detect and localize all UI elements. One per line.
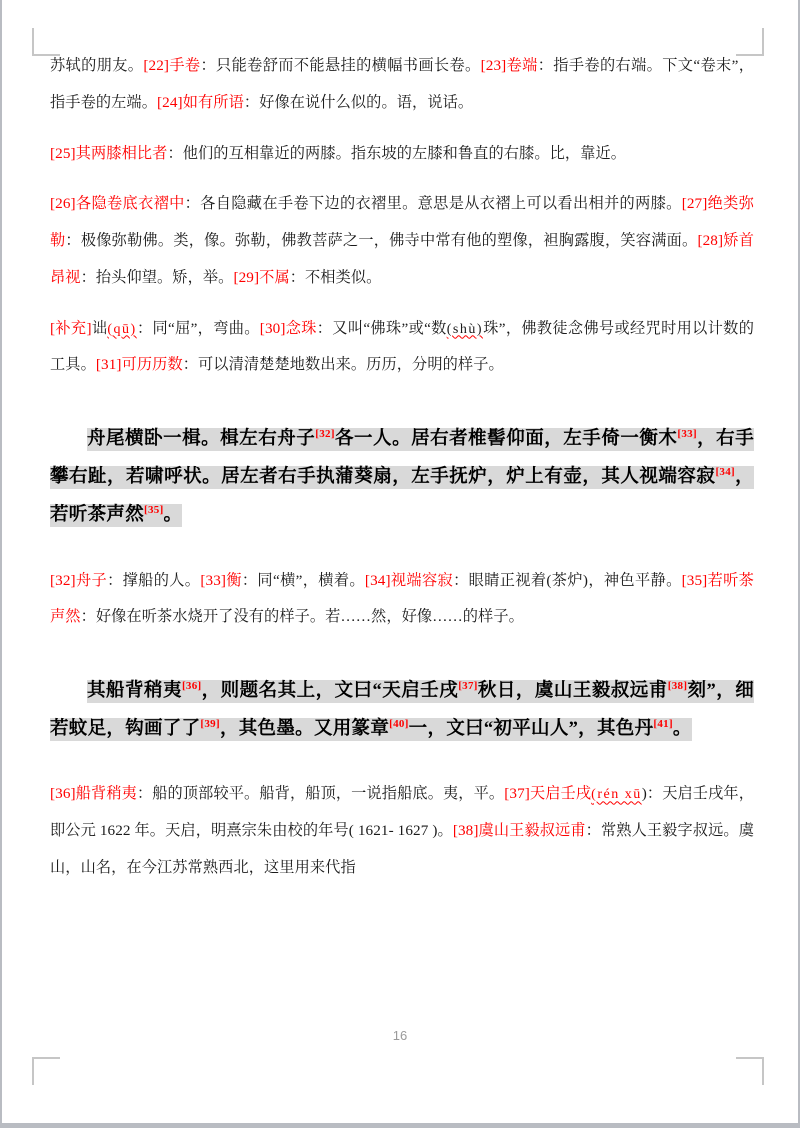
footnote-marker-37[interactable]: [37] (458, 679, 478, 692)
footnote-marker-39[interactable]: [39] (200, 718, 220, 731)
note-term-30: [30]念珠 (259, 319, 317, 337)
classical-passage-1 (50, 420, 754, 534)
note-text: ：他们的互相靠近的两膝。指东坡的左膝和鲁直的右膝。比，靠近。 (167, 144, 627, 162)
note-term-38: [38]虞山王毅叔远甫 (452, 822, 586, 840)
note-term-33: [33]衡 (200, 571, 242, 589)
annotation-paragraph-2 (50, 136, 754, 173)
footnote-marker-32[interactable]: [32] (315, 428, 335, 441)
annotation-paragraph-5 (50, 563, 754, 637)
note-text: ：可以清清楚楚地数出来。历历，分明的样子。 (182, 356, 504, 374)
passage-text: 其船背稍夷 (87, 681, 182, 702)
note-term-28: [28]矫首昂视 (50, 232, 754, 286)
passage-text: 秋日，虞山王毅叔远甫 (477, 681, 668, 702)
note-text: 珠”，佛教徒念佛号或经咒时用以计数的工具。 (50, 319, 754, 374)
note-term-32: [32]舟子 (50, 571, 108, 589)
footnote-marker-38[interactable]: [38] (667, 679, 688, 692)
note-text: ：同“横”，横着。 (241, 571, 365, 589)
passage-text: ，其色墨。又用篆章 (219, 719, 390, 740)
annotation-paragraph-6 (50, 776, 754, 886)
note-term-36: [36]船背稍夷 (50, 785, 137, 803)
note-term-supplement: [补充] (50, 319, 92, 337)
footnote-marker-36[interactable]: [36] (181, 679, 202, 692)
note-text: ：不相类似。 (289, 268, 382, 286)
note-term-34: [34]视端容寂 (364, 571, 454, 589)
note-text: ：船的顶部较平。船背，船顶，一说指船底。夷，平。 (136, 785, 505, 803)
passage-text: 刻”，细若蚊足，钩画了了 (50, 681, 755, 740)
note-text: ：又叫“佛珠”或“数 (316, 319, 447, 337)
note-text: ：好像在说什么似的。语，说话。 (243, 93, 474, 111)
note-text: ：极像弥勒佛。类，像。弥勒，佛教菩萨之一，佛寺中常有他的塑像，袒胸露腹，笑容满面。 (65, 232, 698, 250)
footnote-marker-40[interactable]: [40] (389, 718, 409, 731)
footnote-marker-33[interactable]: [33] (677, 428, 697, 441)
note-term-22: [22]手卷 (143, 57, 201, 74)
pinyin-renxu-part2: ū (633, 787, 642, 803)
highlight-run (50, 428, 754, 527)
note-text: ：指手卷的右端。下文“卷末”，指手卷的左端。 (50, 57, 754, 111)
note-term-25: [25]其两膝相比者 (50, 144, 168, 162)
note-text: ：抬头仰望。矫，举。 (80, 268, 234, 286)
note-text: ：常熟人王毅字叔远。虞山，山名，在今江苏常熟西北，这里用来代指 (50, 822, 754, 876)
passage-text: ，则题名其上，文曰“天启壬戌 (201, 681, 459, 702)
note-text: ：同“屈”，弯曲。 (136, 319, 260, 337)
annotation-paragraph-4 (50, 311, 754, 385)
annotation-paragraph-3 (50, 186, 754, 296)
crop-mark-bottom-right (736, 1057, 764, 1085)
pinyin-shu: (shù) (446, 321, 483, 337)
crop-mark-bottom-left (32, 1057, 60, 1085)
passage-text: 。 (163, 505, 183, 526)
note-text: ：撑船的人。 (107, 571, 201, 589)
pinyin-renxu-part1: (rén x (591, 787, 634, 803)
note-text: )：天启壬戌年，即公元 1622 年。天启，明熹宗朱由校的年号( 1621- 1627 )。 (50, 785, 754, 840)
page-content (50, 48, 754, 893)
passage-text: 舟尾横卧一楫。楫左右舟子 (87, 429, 316, 450)
note-text: ：只能卷舒而不能悬挂的横幅书画长卷。 (200, 57, 481, 74)
passage-text: 一，文曰“初平山人”，其色丹 (408, 719, 654, 740)
note-text: ：各自隐藏在手卷下边的衣褶里。意思是从衣褶上可以看出相并的两膝。 (184, 195, 682, 213)
passage-text: ，若听茶声然 (50, 467, 754, 526)
passage-text: 。 (672, 719, 692, 740)
footnote-marker-41[interactable]: [41] (653, 718, 673, 731)
highlight-run (50, 680, 754, 741)
pinyin-qu: (qū) (107, 321, 137, 337)
note-term-26: [26]各隐卷底衣褶中 (50, 195, 185, 213)
note-term-29: [29]不属 (233, 268, 290, 286)
annotation-paragraph-1 (50, 48, 754, 122)
footnote-marker-34[interactable]: [34] (715, 466, 735, 479)
note-term-37: [37]天启壬戌 (504, 785, 592, 803)
note-text: 诎 (91, 319, 108, 337)
note-term-27: [27]绝类弥勒 (50, 195, 754, 250)
page-number: 16 (392, 1028, 408, 1043)
note-text: 苏轼的朋友。 (50, 57, 144, 74)
passage-text: ，右手攀右趾，若啸呼状。居左者右手执蒲葵扇，左手抚炉，炉上有壶，其人视端容寂 (50, 429, 755, 488)
passage-text: 各一人。居右者椎髻仰面，左手倚一衡木 (334, 429, 678, 450)
note-term-24: [24]如有所语 (157, 93, 244, 111)
note-term-31: [31]可历历数 (95, 356, 183, 374)
footnote-marker-35[interactable]: [35] (144, 504, 164, 517)
note-term-35: [35]若听茶声然 (50, 571, 754, 626)
note-text: ：眼睛正视着(茶炉)，神色平静。 (453, 571, 682, 589)
note-term-23: [23]卷端 (480, 57, 538, 74)
note-text: ：好像在听茶水烧开了没有的样子。若……然，好像……的样子。 (80, 608, 524, 626)
classical-passage-2 (50, 672, 754, 748)
